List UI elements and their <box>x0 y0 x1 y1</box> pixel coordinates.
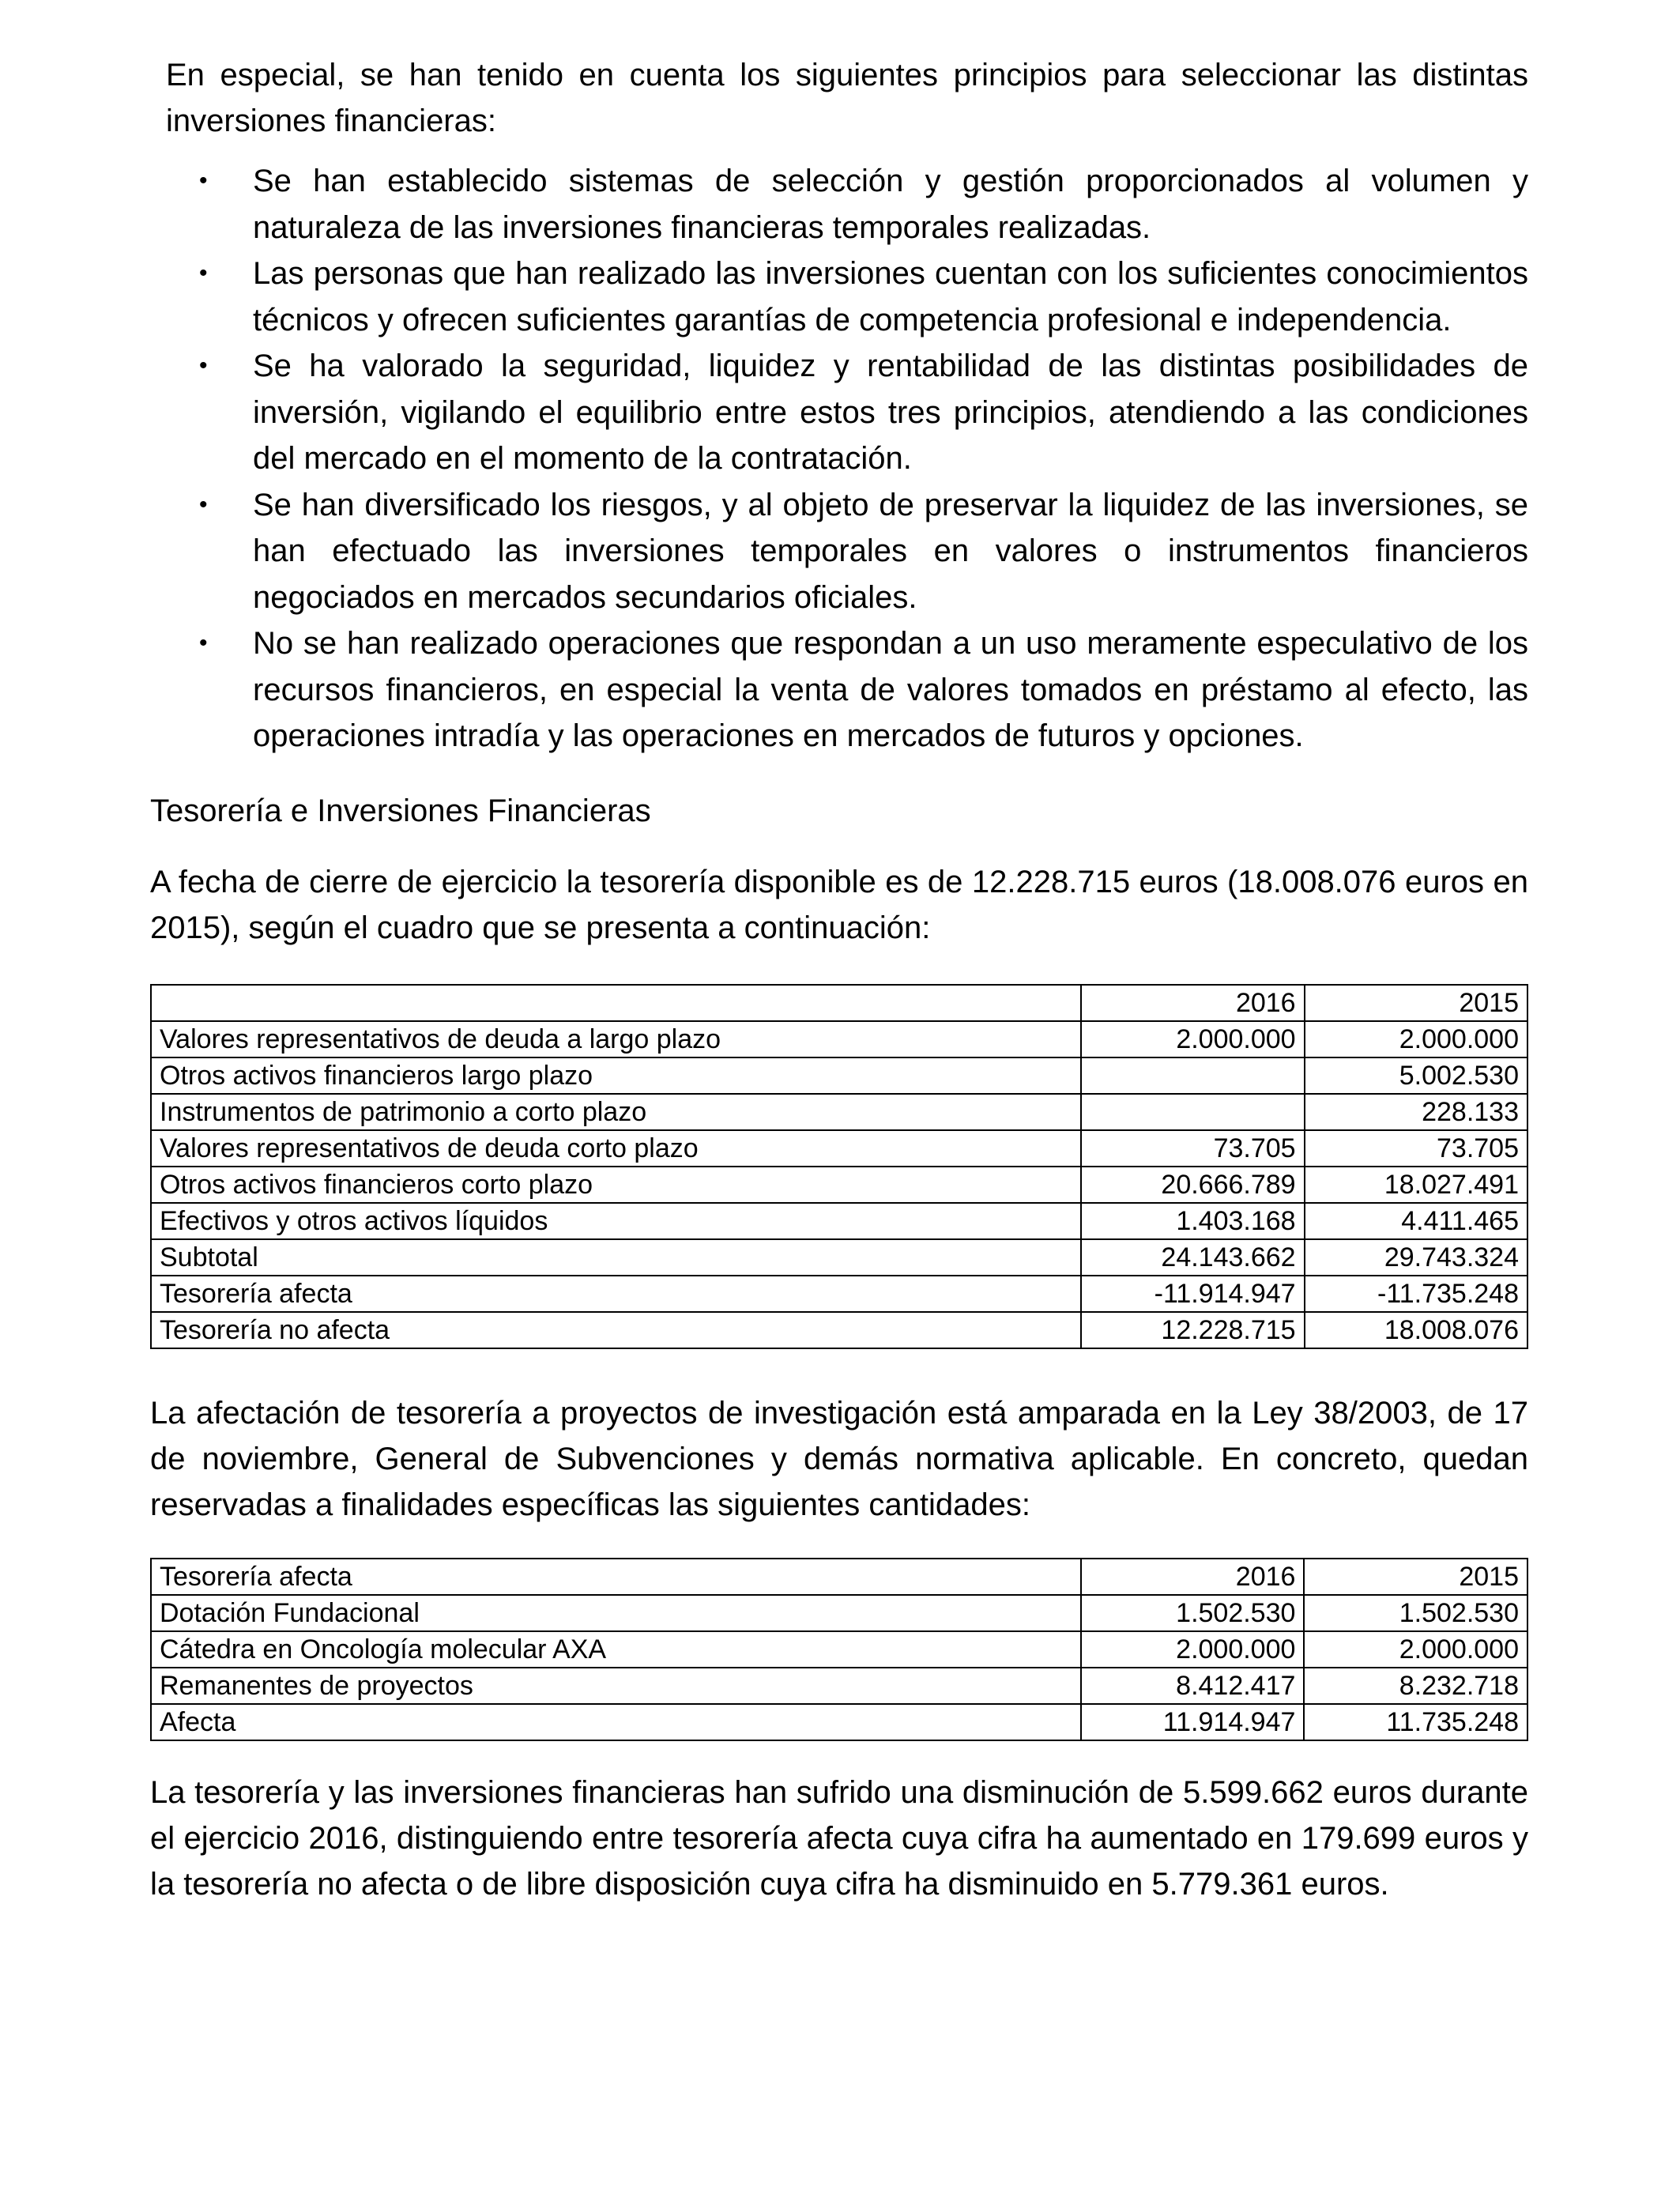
table-cell: 73.705 <box>1081 1130 1304 1167</box>
list-item-text: Se han establecido sistemas de selección y gestión proporcionados al volumen y naturaleza de las inversiones financieras temporales realizadas. <box>253 164 1528 245</box>
table-cell: 5.002.530 <box>1305 1057 1527 1094</box>
table-header-cell: 2016 <box>1081 985 1304 1021</box>
table-cell: Dotación Fundacional <box>151 1595 1081 1631</box>
table-cell: Valores representativos de deuda corto plazo <box>151 1130 1081 1167</box>
treasury-table <box>150 984 1528 1349</box>
table-header-row <box>151 1559 1527 1595</box>
document-page <box>150 52 1528 1907</box>
table-cell: Efectivos y otros activos líquidos <box>151 1203 1081 1239</box>
table-cell: Otros activos financieros largo plazo <box>151 1057 1081 1094</box>
table-header-cell: 2015 <box>1304 1559 1527 1595</box>
list-item <box>150 251 1528 343</box>
treasury-paragraph: A fecha de cierre de ejercicio la tesorería disponible es de 12.228.715 euros (18.008.076 euros en 2015), según el cuadro que se presenta a continuación: <box>150 864 1528 945</box>
table-cell: Cátedra en Oncología molecular AXA <box>151 1631 1081 1668</box>
table-cell: Otros activos financieros corto plazo <box>151 1167 1081 1203</box>
table-cell: 12.228.715 <box>1081 1312 1304 1348</box>
table-cell: -11.735.248 <box>1305 1276 1527 1312</box>
table-cell: Instrumentos de patrimonio a corto plazo <box>151 1094 1081 1130</box>
list-item-text: Se han diversificado los riesgos, y al objeto de preservar la liquidez de las inversiones, se han efectuado las inversiones temporales en valores o instrumentos financieros negociados en mercados secundarios oficiales. <box>253 487 1528 615</box>
table-cell: Subtotal <box>151 1239 1081 1276</box>
list-item-text: Las personas que han realizado las inversiones cuentan con los suficientes conocimientos técnicos y ofrecen suficientes garantías de competencia profesional e independencia. <box>253 256 1528 337</box>
table-cell: 29.743.324 <box>1305 1239 1527 1276</box>
bullet-icon: • <box>199 630 208 656</box>
restricted-treasury-table <box>150 1558 1528 1741</box>
table-row <box>151 1167 1527 1203</box>
table-cell: -11.914.947 <box>1081 1276 1304 1312</box>
list-item <box>150 482 1528 621</box>
table-cell <box>151 985 1081 1021</box>
table-cell: 24.143.662 <box>1081 1239 1304 1276</box>
table-row <box>151 1094 1527 1130</box>
list-item <box>150 620 1528 760</box>
table-cell: 2.000.000 <box>1081 1631 1305 1668</box>
bullet-icon: • <box>199 352 208 379</box>
table-cell: 1.403.168 <box>1081 1203 1304 1239</box>
list-item-text: No se han realizado operaciones que respondan a un uso meramente especulativo de los recursos financieros, en especial la venta de valores tomados en préstamo al efecto, las operaciones intradía y las operaciones en mercados de futuros y opciones. <box>253 626 1528 753</box>
table-cell: 2.000.000 <box>1081 1021 1304 1057</box>
table-row <box>151 1203 1527 1239</box>
table-row <box>151 1704 1527 1740</box>
bullet-icon: • <box>199 491 208 518</box>
table-row <box>151 1021 1527 1057</box>
bullet-icon: • <box>199 168 208 194</box>
afectacion-paragraph: La afectación de tesorería a proyectos de investigación está amparada en la Ley 38/2003, de 17 de noviembre, General de Subvenciones y demás normativa aplicable. En concreto, quedan reservadas a finalidades específicas las siguientes cantidades: <box>150 1395 1528 1522</box>
table-cell: 18.008.076 <box>1305 1312 1527 1348</box>
table-cell: Tesorería no afecta <box>151 1312 1081 1348</box>
table-cell: Afecta <box>151 1704 1081 1740</box>
table-cell: 8.232.718 <box>1304 1668 1527 1704</box>
table-cell: 20.666.789 <box>1081 1167 1304 1203</box>
table-cell: 228.133 <box>1305 1094 1527 1130</box>
table-cell: 1.502.530 <box>1304 1595 1527 1631</box>
principles-list <box>150 158 1528 760</box>
table-cell: Remanentes de proyectos <box>151 1668 1081 1704</box>
list-item-text: Se ha valorado la seguridad, liquidez y rentabilidad de las distintas posibilidades de inversión, vigilando el equilibrio entre estos tres principios, atendiendo a las condiciones del mercado en el momento de la contratación. <box>253 349 1528 476</box>
table-cell <box>1081 1094 1304 1130</box>
intro-paragraph: En especial, se han tenido en cuenta los siguientes principios para seleccionar las distintas inversiones financieras: <box>166 58 1528 138</box>
table-cell: 8.412.417 <box>1081 1668 1305 1704</box>
table-cell: Valores representativos de deuda a largo plazo <box>151 1021 1081 1057</box>
table-cell: 11.914.947 <box>1081 1704 1305 1740</box>
table-cell: 11.735.248 <box>1304 1704 1527 1740</box>
table-header-cell: 2016 <box>1081 1559 1305 1595</box>
table-cell: 4.411.465 <box>1305 1203 1527 1239</box>
table-row <box>151 1276 1527 1312</box>
closing-paragraph: La tesorería y las inversiones financieras han sufrido una disminución de 5.599.662 euros durante el ejercicio 2016, distinguiendo entre tesorería afecta cuya cifra ha aumentado en 179.699 euros y la tesorería no afecta o de libre disposición cuya cifra ha disminuido en 5.779.361 euros. <box>150 1774 1528 1902</box>
table-row <box>151 1239 1527 1276</box>
table-row <box>151 1668 1527 1704</box>
table-cell: Tesorería afecta <box>151 1276 1081 1312</box>
table-header-row <box>151 985 1527 1021</box>
table-cell: 18.027.491 <box>1305 1167 1527 1203</box>
table-header-cell: Tesorería afecta <box>151 1559 1081 1595</box>
table-row <box>151 1595 1527 1631</box>
bullet-icon: • <box>199 260 208 286</box>
table-row <box>151 1130 1527 1167</box>
list-item <box>150 158 1528 251</box>
table-row <box>151 1312 1527 1348</box>
section-heading: Tesorería e Inversiones Financieras <box>150 793 651 828</box>
list-item <box>150 343 1528 482</box>
table-cell: 1.502.530 <box>1081 1595 1305 1631</box>
table-cell: 2.000.000 <box>1305 1021 1527 1057</box>
table-row <box>151 1057 1527 1094</box>
table-cell: 73.705 <box>1305 1130 1527 1167</box>
table-row <box>151 1631 1527 1668</box>
table-header-cell: 2015 <box>1305 985 1527 1021</box>
table-cell <box>1081 1057 1304 1094</box>
table-cell: 2.000.000 <box>1304 1631 1527 1668</box>
